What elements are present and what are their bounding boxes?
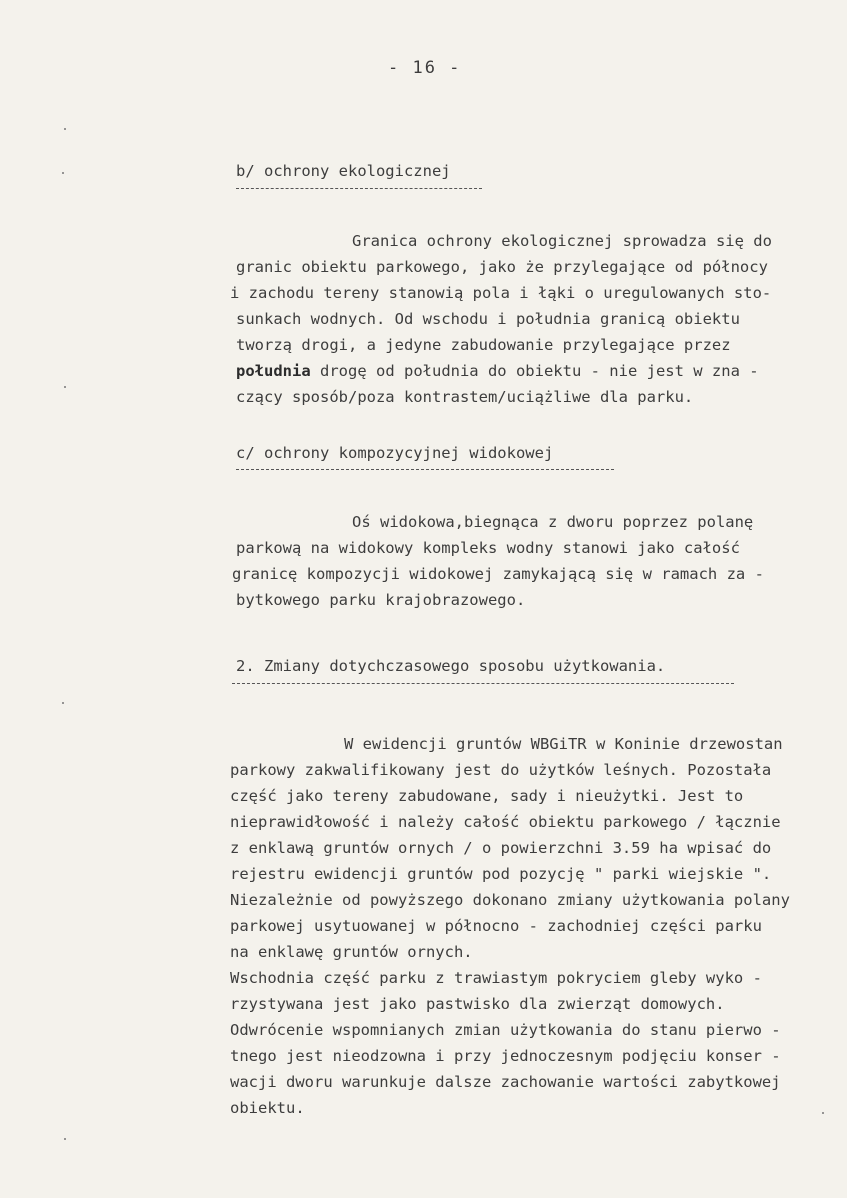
section-c-line-1: Oś widokowa,biegnąca z dworu poprzez polanę (352, 513, 754, 531)
section-2-line-15: obiektu. (230, 1099, 305, 1117)
page-number: - 16 - (388, 58, 462, 78)
section-c-line-3: granicę kompozycji widokowej zamykającą się w ramach za - (232, 565, 764, 583)
section-b-line-4: sunkach wodnych. Od wschodu i południa granicą obiektu (236, 310, 740, 328)
scan-speck (62, 172, 64, 174)
section-b-underline (236, 188, 482, 189)
section-2-line-13: tnego jest nieodzowna i przy jednoczesnym podjęciu konser - (230, 1047, 781, 1065)
section-c-heading: c/ ochrony kompozycyjnej widokowej (236, 444, 554, 462)
section-2-line-12: Odwrócenie wspomnianych zmian użytkowania do stanu pierwo - (230, 1021, 781, 1039)
section-2-line-7: Niezależnie od powyższego dokonano zmiany użytkowania polany (230, 891, 790, 909)
struck-word: południa (236, 362, 311, 380)
section-b-line-3: i zachodu tereny stanowią pola i łąki o uregulowanych sto- (230, 284, 772, 302)
section-2-line-11: rzystywana jest jako pastwisko dla zwierząt domowych. (230, 995, 725, 1013)
section-2-line-6: rejestru ewidencji gruntów pod pozycję " parki wiejskie ". (230, 865, 772, 883)
section-c-underline (236, 469, 614, 470)
section-b-line-6: południa drogę od południa do obiektu - nie jest w zna - (236, 362, 759, 380)
section-b-heading: b/ ochrony ekologicznej (236, 162, 451, 180)
section-2-heading: 2. Zmiany dotychczasowego sposobu użytkowania. (236, 657, 666, 675)
section-b-line-7: czący sposób/poza kontrastem/uciążliwe dla parku. (236, 388, 694, 406)
scan-speck (822, 1112, 824, 1114)
scan-speck (62, 702, 64, 704)
section-c-line-4: bytkowego parku krajobrazowego. (236, 591, 526, 609)
scan-speck (64, 1138, 66, 1140)
section-c-line-2: parkową na widokowy kompleks wodny stanowi jako całość (236, 539, 740, 557)
section-2-line-3: część jako tereny zabudowane, sady i nieużytki. Jest to (230, 787, 744, 805)
section-2-line-14: wacji dworu warunkuje dalsze zachowanie wartości zabytkowej (230, 1073, 781, 1091)
section-2-line-1: W ewidencji gruntów WBGiTR w Koninie drzewostan (344, 735, 783, 753)
section-b-line-5: tworzą drogi, a jedyne zabudowanie przylegające przez (236, 336, 731, 354)
section-2-line-10: Wschodnia część parku z trawiastym pokryciem gleby wyko - (230, 969, 762, 987)
section-b-line-2: granic obiektu parkowego, jako że przylegające od północy (236, 258, 768, 276)
scan-speck (64, 128, 66, 130)
section-b-line-1: Granica ochrony ekologicznej sprowadza się do (352, 232, 772, 250)
scan-speck (64, 386, 66, 388)
section-2-underline (232, 683, 734, 684)
section-2-line-4: nieprawidłowość i należy całość obiektu parkowego / łącznie (230, 813, 781, 831)
section-2-line-8: parkowej usytuowanej w północno - zachodniej części parku (230, 917, 762, 935)
section-2-line-9: na enklawę gruntów ornych. (230, 943, 473, 961)
section-2-line-2: parkowy zakwalifikowany jest do użytków leśnych. Pozostała (230, 761, 772, 779)
section-2-line-5: z enklawą gruntów ornych / o powierzchni 3.59 ha wpisać do (230, 839, 772, 857)
